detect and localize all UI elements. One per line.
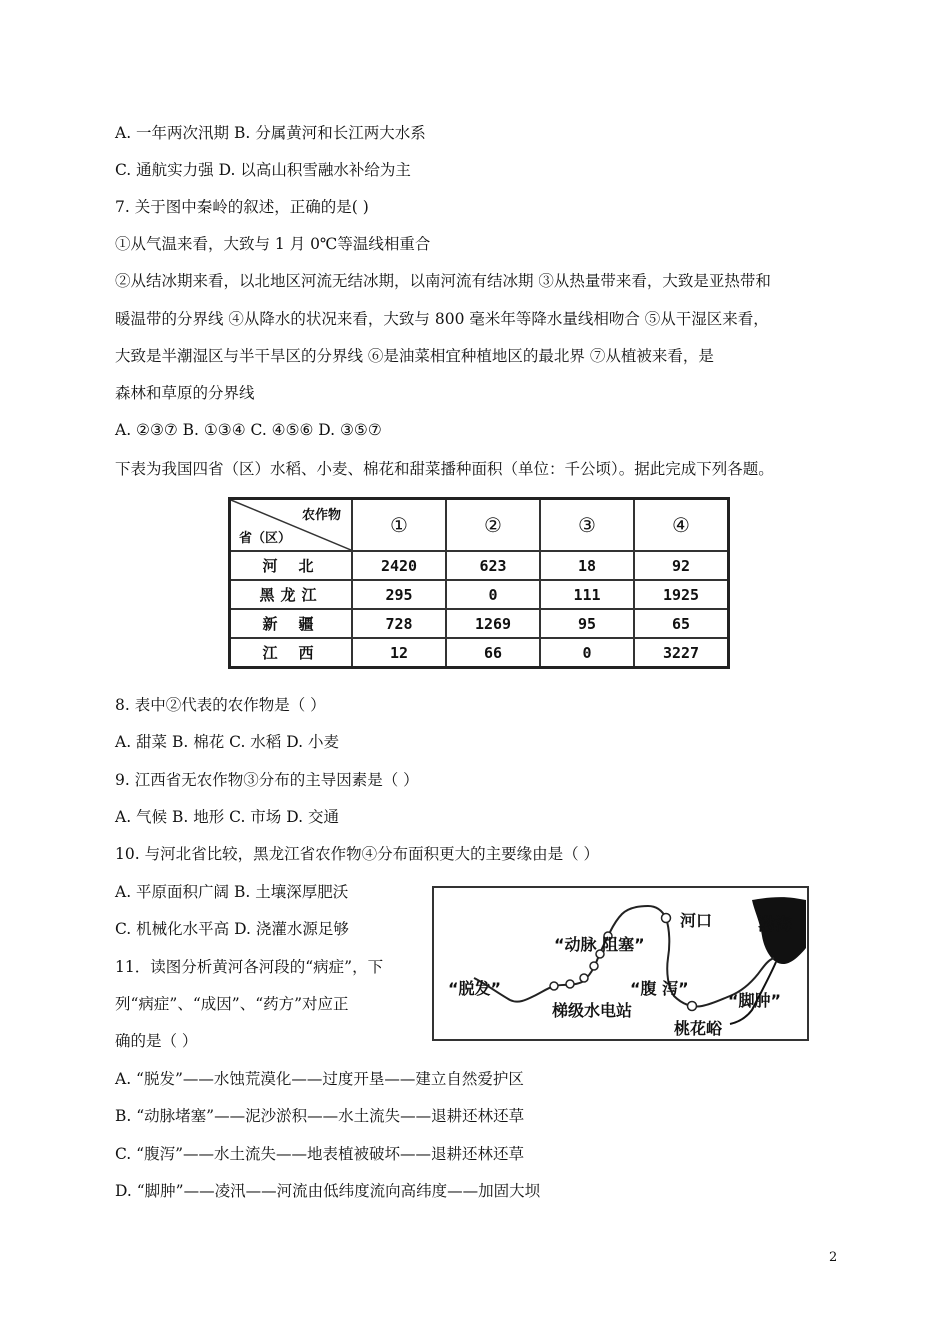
header-crop-label: 农作物 <box>301 508 341 523</box>
value-cell: 95 <box>540 609 634 638</box>
table-row <box>230 609 729 638</box>
table-row <box>230 638 729 668</box>
value-cell: 111 <box>540 580 634 609</box>
value-cell: 295 <box>352 580 446 609</box>
question-11-line1: 11．读图分析黄河各河段的“病症”，下 <box>115 958 384 976</box>
question-8: 8. 表中②代表的农作物是（ ） <box>115 696 326 714</box>
label-hekou: 河口 <box>680 911 713 930</box>
label-tuofa: “脱发” <box>448 979 502 998</box>
header-province-label: 省（区） <box>239 531 292 546</box>
province-cell: 黑龙江 <box>230 580 353 609</box>
label-taohuayu: 桃花峪 <box>674 1019 723 1038</box>
value-cell: 92 <box>634 551 729 580</box>
question-9: 9. 江西省无农作物③分布的主导因素是（ ） <box>115 771 419 789</box>
label-jiaozhong: “脚肿” <box>728 991 782 1010</box>
taohuayu-marker <box>688 1002 697 1011</box>
value-cell: 728 <box>352 609 446 638</box>
label-fuxie: “腹 泻” <box>630 979 689 998</box>
column-header-2: ② <box>446 499 540 552</box>
value-cell: 66 <box>446 638 540 668</box>
station-marker <box>590 962 598 970</box>
options-q10-ab: A. 平原面积广阔 B. 土壤深厚肥沃 <box>115 883 349 901</box>
column-header-4: ④ <box>634 499 729 552</box>
option-q11-c: C. “腹泻”——水土流失——地表植被破坏——退耕还林还草 <box>115 1145 525 1163</box>
province-cell: 河 北 <box>230 551 353 580</box>
province-cell: 新 疆 <box>230 609 353 638</box>
statement-5-7: 大致是半潮湿区与半干旱区的分界线 ⑥是油菜相宜种植地区的最北界 ⑦从植被来看，是 <box>115 347 714 365</box>
table-intro: 下表为我国四省（区）水稻、小麦、棉花和甜菜播种面积（单位：千公顷）。据此完成下列各题。 <box>115 460 774 478</box>
station-marker <box>550 982 558 990</box>
table-row <box>230 551 729 580</box>
table-header-row <box>230 499 729 552</box>
value-cell: 0 <box>446 580 540 609</box>
yellow-river-map <box>432 886 809 1041</box>
options-q8: A. 甜菜 B. 棉花 C. 水稻 D. 小麦 <box>115 733 339 751</box>
option-line-6ab: A. 一年两次汛期 B. 分属黄河和长江两大水系 <box>115 124 426 142</box>
column-header-3: ③ <box>540 499 634 552</box>
value-cell: 3227 <box>634 638 729 668</box>
question-11-line2: 列“病症”、“成因”、“药方”对应正 <box>115 995 349 1013</box>
options-q9: A. 气候 B. 地形 C. 市场 D. 交通 <box>115 808 339 826</box>
station-marker <box>566 980 574 988</box>
label-tiji: 梯级水电站 <box>552 1001 633 1020</box>
value-cell: 0 <box>540 638 634 668</box>
value-cell: 2420 <box>352 551 446 580</box>
station-marker <box>580 974 588 982</box>
option-line-6cd: C. 通航实力强 D. 以高山积雪融水补给为主 <box>115 161 411 179</box>
label-bohai: 渤海 <box>758 915 792 935</box>
value-cell: 65 <box>634 609 729 638</box>
label-dongmai: “动脉 阻塞” <box>554 935 645 954</box>
statement-1: ①从气温来看，大致与 1 月 0℃等温线相重合 <box>115 235 431 253</box>
options-q7: A. ②③⑦ B. ①③④ C. ④⑤⑥ D. ③⑤⑦ <box>115 421 382 439</box>
question-7: 7. 关于图中秦岭的叙述，正确的是( ) <box>115 198 369 216</box>
table-row <box>230 580 729 609</box>
hekou-marker <box>662 914 671 923</box>
option-q11-b: B. “动脉堵塞”——泥沙淤积——水土流失——退耕还林还草 <box>115 1107 525 1125</box>
table-corner-header <box>230 499 353 552</box>
statement-2-3: ②从结冰期来看，以北地区河流无结冰期，以南河流有结冰期 ③从热量带来看，大致是亚热带和 <box>115 272 771 290</box>
value-cell: 1925 <box>634 580 729 609</box>
option-q11-a: A. “脱发”——水蚀荒漠化——过度开垦——建立自然爱护区 <box>115 1070 524 1088</box>
question-10: 10. 与河北省比较，黑龙江省农作物④分布面积更大的主要缘由是（ ） <box>115 845 600 863</box>
question-11-line3: 确的是（ ） <box>115 1032 198 1050</box>
value-cell: 1269 <box>446 609 540 638</box>
page-number: 2 <box>829 1250 838 1265</box>
option-q11-d: D. “脚肿”——凌汛——河流由低纬度流向高纬度——加固大坝 <box>115 1182 541 1200</box>
province-cell: 江 西 <box>230 638 353 668</box>
crop-area-table <box>228 497 730 669</box>
options-q10-cd: C. 机械化水平高 D. 浇灌水源足够 <box>115 920 349 938</box>
statement-7-end: 森林和草原的分界线 <box>115 384 255 402</box>
statement-3-5: 暖温带的分界线 ④从降水的状况来看，大致与 800 毫米年等降水量线相吻合 ⑤从干湿区来看， <box>115 310 769 328</box>
value-cell: 12 <box>352 638 446 668</box>
column-header-1: ① <box>352 499 446 552</box>
value-cell: 18 <box>540 551 634 580</box>
value-cell: 623 <box>446 551 540 580</box>
